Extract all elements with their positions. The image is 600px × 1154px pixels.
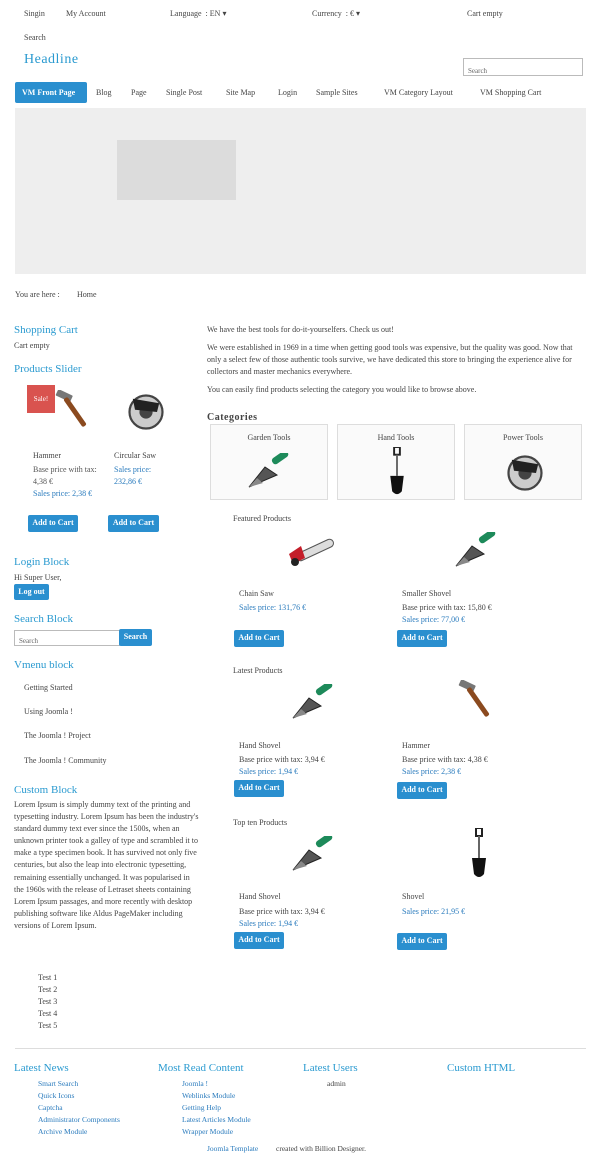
nav-item-single-post[interactable]: Single Post (166, 88, 203, 97)
add-to-cart-button[interactable]: Add to Cart (234, 780, 284, 797)
vmenu-item[interactable]: The Joomla ! Project (24, 731, 91, 740)
credit-text: created with Billion Designer. (276, 1144, 366, 1153)
cart-status: Cart empty (14, 341, 50, 350)
latest-news-link[interactable]: Quick Icons (38, 1091, 75, 1100)
intro-paragraph: We were established in 1969 in a time when getting good tools was expensive, but the quality was good. Now that only a select few of those authentic tools survive, we have dedicated this store to bringing the experience alive for collectors and master mechanics everywhere. (207, 343, 573, 377)
add-to-cart-button[interactable]: Add to Cart (397, 933, 447, 950)
category-power-tools[interactable] (464, 424, 582, 500)
hammer-product-image[interactable] (52, 390, 92, 434)
shopping-cart-title: Shopping Cart (14, 324, 78, 336)
product-base-price: Base price with tax: 3,94 € (239, 907, 325, 916)
nav-item-vm-category-layout[interactable]: VM Category Layout (384, 88, 453, 97)
login-block-title: Login Block (14, 556, 70, 568)
latest-news-link[interactable]: Captcha (38, 1103, 63, 1112)
add-to-cart-button[interactable]: Add to Cart (397, 782, 447, 799)
nav-item-vm-shopping-cart[interactable]: VM Shopping Cart (480, 88, 542, 97)
currency-selector[interactable] (312, 9, 360, 18)
product-name[interactable]: Hand Shovel (239, 741, 281, 750)
slider-sales-price: Sales price: 2,38 € (33, 489, 93, 498)
vmenu-block-title: Vmenu block (14, 659, 74, 671)
most-read-link[interactable]: Latest Articles Module (182, 1115, 251, 1124)
slider-product-name[interactable]: Hammer (33, 451, 61, 460)
slider-sales-price: Sales price: 232,86 € (114, 465, 152, 486)
header-search-input[interactable]: Search (463, 58, 583, 76)
nav-item-blog[interactable]: Blog (96, 88, 112, 97)
search-label: Search (24, 33, 46, 42)
vmenu-item[interactable]: Using Joomla ! (24, 707, 73, 716)
sidebar-search-input[interactable]: Search (14, 630, 120, 646)
latest-news-link[interactable]: Smart Search (38, 1079, 79, 1088)
product-sales-price: Sales price: 1,94 € (239, 767, 299, 776)
hand-shovel-product-image[interactable] (291, 684, 337, 724)
product-sales-price: Sales price: 77,00 € (402, 615, 466, 624)
custom-html-title: Custom HTML (447, 1062, 516, 1074)
most-read-link[interactable]: Weblinks Module (182, 1091, 236, 1100)
test-item: Test 4 (38, 1009, 58, 1018)
chain-saw-product-image[interactable] (287, 534, 343, 574)
hand-tools-image (380, 447, 414, 497)
shovel-product-image[interactable] (462, 828, 496, 880)
power-tools-image (503, 451, 547, 495)
product-name[interactable]: Shovel (402, 892, 425, 901)
product-base-price: Base price with tax: 4,38 € (402, 755, 488, 764)
hammer-product-image[interactable] (455, 680, 495, 724)
garden-tools-image (247, 453, 293, 493)
latest-news-link[interactable]: Administrator Components (38, 1115, 120, 1124)
credit-link[interactable]: Joomla Template (207, 1144, 259, 1153)
search-block-title: Search Block (14, 613, 73, 625)
add-to-cart-button[interactable]: Add to Cart (234, 932, 284, 949)
test-item: Test 1 (38, 973, 58, 982)
breadcrumb-prefix: You are here : (15, 290, 60, 299)
language-value: : EN (205, 9, 221, 18)
category-hand-tools[interactable] (337, 424, 455, 500)
product-name[interactable]: Hand Shovel (239, 892, 281, 901)
product-sales-price: Sales price: 2,38 € (402, 767, 462, 776)
circular-saw-product-image[interactable] (124, 390, 168, 434)
custom-block-title: Custom Block (14, 784, 78, 796)
test-item: Test 2 (38, 985, 58, 994)
my-account-link[interactable]: My Account (66, 9, 106, 18)
banner-image-placeholder (117, 140, 236, 200)
test-item: Test 3 (38, 997, 58, 1006)
vmenu-item[interactable]: The Joomla ! Community (24, 756, 107, 765)
cart-link[interactable]: Cart empty (467, 9, 503, 18)
most-read-title: Most Read Content (158, 1062, 244, 1074)
category-garden-tools[interactable] (210, 424, 328, 500)
product-name[interactable]: Smaller Shovel (402, 589, 452, 598)
nav-item-login[interactable]: Login (278, 88, 298, 97)
categories-title: Categories (207, 412, 258, 423)
signin-link[interactable]: Singin (24, 9, 45, 18)
product-name[interactable]: Chain Saw (239, 589, 274, 598)
most-read-link[interactable]: Getting Help (182, 1103, 221, 1112)
currency-label: Currency (312, 9, 342, 18)
latest-users-title: Latest Users (303, 1062, 358, 1074)
slider-product-name[interactable]: Circular Saw (114, 451, 156, 460)
vmenu-item[interactable]: Getting Started (24, 683, 73, 692)
product-name[interactable]: Hammer (402, 741, 430, 750)
nav-item-page[interactable]: Page (131, 88, 147, 97)
smaller-shovel-product-image[interactable] (454, 532, 500, 572)
nav-item-vm-front-page[interactable]: VM Front Page (22, 88, 76, 97)
latest-news-title: Latest News (14, 1062, 69, 1074)
product-sales-price: Sales price: 1,94 € (239, 919, 299, 928)
latest-products-title: Latest Products (233, 666, 283, 675)
product-sales-price: Sales price: 131,76 € (239, 603, 307, 612)
category-label: Hand Tools (377, 433, 415, 442)
breadcrumb-home[interactable]: Home (77, 290, 97, 299)
caret-down-icon: ▾ (222, 9, 227, 18)
add-to-cart-button[interactable]: Add to Cart (28, 515, 78, 532)
add-to-cart-button[interactable]: Add to Cart (108, 515, 159, 532)
most-read-link[interactable]: Joomla ! (182, 1079, 209, 1088)
add-to-cart-button[interactable]: Add to Cart (397, 630, 447, 647)
top-ten-products-title: Top ten Products (233, 818, 288, 827)
language-label: Language (170, 9, 202, 18)
language-selector[interactable] (170, 9, 226, 18)
category-label: Power Tools (503, 433, 543, 442)
sale-badge: Sale! (27, 385, 55, 413)
product-base-price: Base price with tax: 3,94 € (239, 755, 325, 764)
nav-item-site-map[interactable]: Site Map (226, 88, 256, 97)
sidebar-search-button[interactable]: Search (119, 629, 152, 646)
product-sales-price: Sales price: 21,95 € (402, 907, 466, 916)
products-slider-title: Products Slider (14, 363, 82, 375)
banner (15, 108, 586, 274)
slider-base-price: Base price with tax: 4,38 € (33, 465, 97, 486)
login-greeting: Hi Super User, (14, 573, 62, 582)
latest-news-link[interactable]: Archive Module (38, 1127, 88, 1136)
latest-user-item[interactable]: admin (327, 1079, 346, 1088)
nav-item-sample-sites[interactable]: Sample Sites (316, 88, 358, 97)
hand-shovel-product-image[interactable] (291, 836, 337, 876)
currency-value: : € (345, 9, 354, 18)
intro-paragraph: We have the best tools for do-it-yourselfers. Check us out! (207, 325, 394, 334)
logout-button[interactable]: Log out (14, 584, 49, 600)
product-base-price: Base price with tax: 15,80 € (402, 603, 492, 612)
custom-block-text: Lorem Ipsum is simply dummy text of the printing and typesetting industry. Lorem Ipsum has been the industry's standard dummy text ever since the 1500s, when an unknown printer took a galley of type and scrambled it to make a type specimen book. It has survived not only five centuries, but also the leap into electronic typesetting, remaining essentially unchanged. It was popularised in the 1960s with the release of Letraset sheets containing Lorem Ipsum passages, and more recently with desktop publishing software like Aldus PageMaker including versions of Lorem Ipsum. (14, 800, 199, 930)
test-item: Test 5 (38, 1021, 58, 1030)
most-read-link[interactable]: Wrapper Module (182, 1127, 234, 1136)
intro-paragraph: You can easily find products selecting the category you would like to browse above. (207, 385, 477, 394)
footer-divider (15, 1048, 586, 1049)
caret-down-icon: ▾ (356, 9, 361, 18)
add-to-cart-button[interactable]: Add to Cart (234, 630, 284, 647)
site-headline: Headline (24, 52, 79, 67)
featured-products-title: Featured Products (233, 514, 291, 523)
category-label: Garden Tools (247, 433, 291, 442)
